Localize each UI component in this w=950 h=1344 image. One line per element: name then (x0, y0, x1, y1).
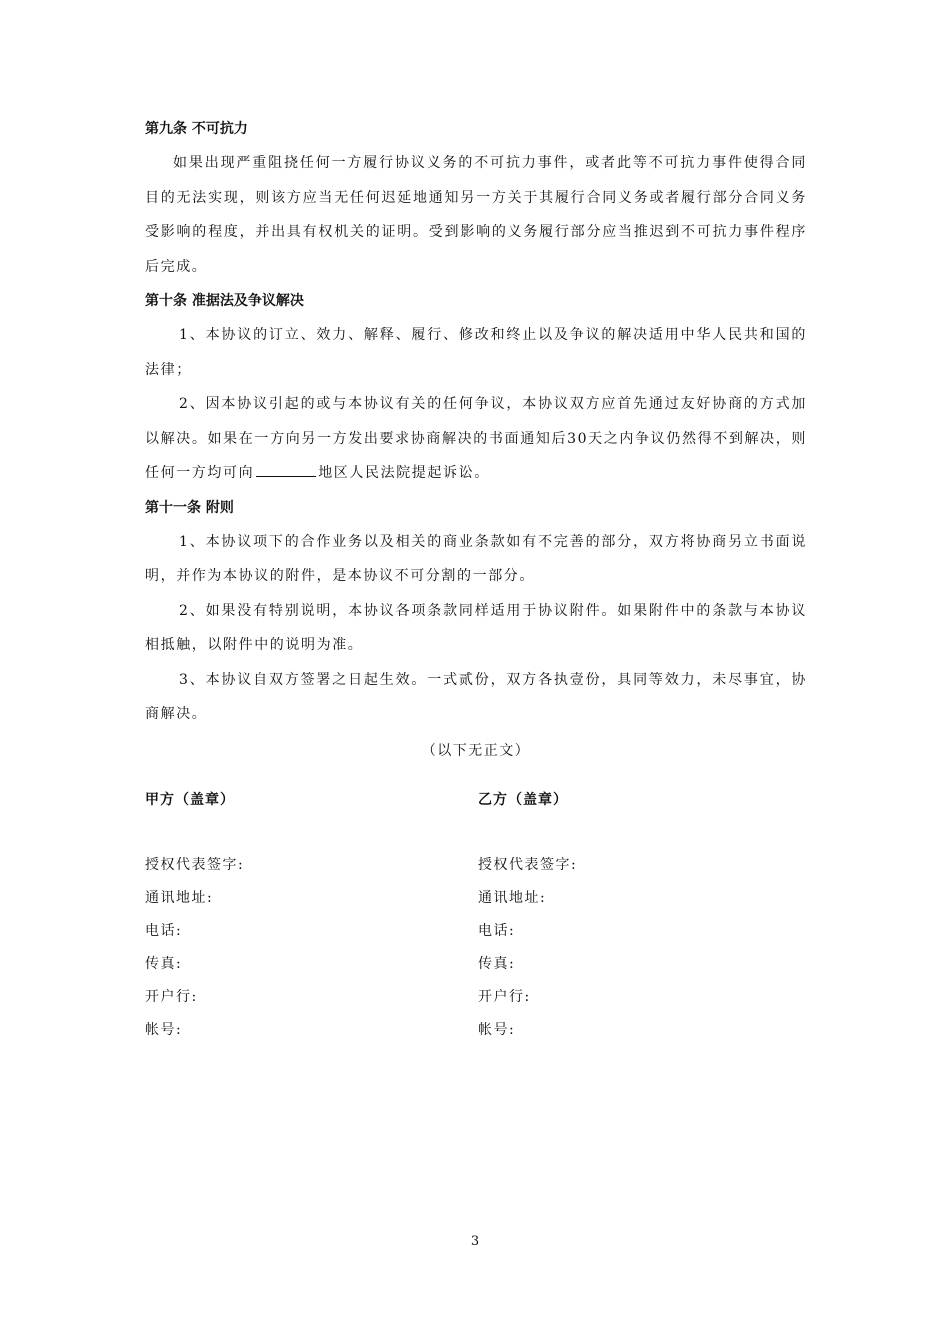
party-a-phone-field: 电话: (145, 923, 183, 939)
article-11-item-3: 3、本协议自双方签署之日起生效。一式贰份，双方各执壹份，具同等效力，未尽事宜，协商解决。 (145, 671, 807, 722)
party-b-account-field: 帐号: (478, 1022, 516, 1038)
article-11-item-1: 1、本协议项下的合作业务以及相关的商业条款如有不完善的部分，双方将协商另立书面说明，并作为本协议的附件，是本协议不可分割的一部分。 (145, 533, 807, 584)
party-a-section (145, 785, 445, 1047)
party-a-account-field: 帐号: (145, 1022, 183, 1038)
article-10-title: 第十条 准据法及争议解决 (145, 293, 304, 309)
article-10-item-2-tail: 地区人民法院提起诉讼。 (318, 465, 490, 481)
article-10-item-2-text: 2、因本协议引起的或与本协议有关的任何争议，本协议双方应首先通过友好协商的方式加以解决。如果在一方向另一方发出要求协商解决的书面通知后30天之内争议仍然得不到解决，则任何一方均可向 (145, 396, 807, 481)
party-b-bank-field: 开户行: (478, 989, 531, 1005)
document-body (145, 112, 807, 768)
end-of-text-note: （以下无正文） (421, 742, 531, 759)
signature-block (145, 785, 807, 1045)
party-b-fax-field: 传真: (478, 956, 516, 972)
party-b-title: 乙方（盖章） (478, 792, 568, 808)
court-region-blank (256, 462, 316, 477)
article-9-body: 如果出现严重阻挠任何一方履行协议义务的不可抗力事件，或者此等不可抗力事件使得合同目的无法实现，则该方应当无任何迟延地通知另一方关于其履行合同义务或者履行部分合同义务受影响的程度，并出具有权机关的证明。受到影响的义务履行部分应当推迟到不可抗力事件程序后完成。 (145, 155, 807, 275)
article-10-item-1: 1、本协议的订立、效力、解释、履行、修改和终止以及争议的解决适用中华人民共和国的法律； (145, 327, 807, 378)
article-11-item-2: 2、如果没有特别说明，本协议各项条款同样适用于协议附件。如果附件中的条款与本协议相抵触，以附件中的说明为准。 (145, 602, 807, 653)
article-9-title: 第九条 不可抗力 (145, 121, 248, 137)
party-b-section (478, 785, 778, 1047)
page-number: 3 (470, 1234, 480, 1249)
party-b-phone-field: 电话: (478, 923, 516, 939)
article-10-item-2 (145, 387, 807, 491)
party-a-title: 甲方（盖章） (145, 792, 235, 808)
party-a-signature-field: 授权代表签字: (145, 857, 245, 873)
party-a-fax-field: 传真: (145, 956, 183, 972)
party-a-bank-field: 开户行: (145, 989, 198, 1005)
article-11-title: 第十一条 附则 (145, 499, 234, 516)
party-b-signature-field: 授权代表签字: (478, 857, 578, 873)
party-b-address-field: 通讯地址: (478, 890, 547, 906)
party-a-address-field: 通讯地址: (145, 890, 214, 906)
